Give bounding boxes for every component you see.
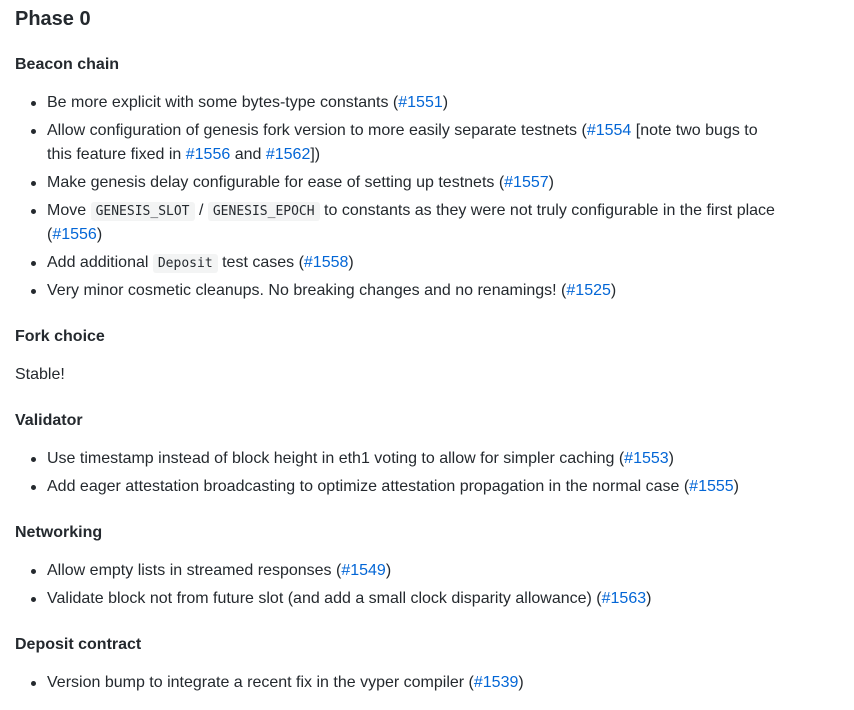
pr-link[interactable]: #1555 (689, 478, 734, 495)
list-item: Be more explicit with some bytes-type constants (#1551) (47, 91, 448, 115)
list-item: Use timestamp instead of block height in eth1 voting to allow for simpler caching (#1553) (47, 447, 674, 471)
list-item: Make genesis delay configurable for ease of setting up testnets (#1557) (47, 171, 554, 195)
code-deposit: Deposit (153, 254, 218, 273)
pr-link[interactable]: #1554 (586, 122, 632, 139)
list-item-continuation: this feature fixed in #1556 and #1562]) (47, 146, 321, 163)
list-item: Allow configuration of genesis fork version to more easily separate testnets (#1554 [note two bugs to (47, 119, 758, 143)
bullet (31, 681, 36, 686)
code-genesis-slot: GENESIS_SLOT (91, 202, 195, 221)
pr-link[interactable]: #1525 (566, 282, 611, 299)
bullet (31, 261, 36, 266)
pr-link[interactable]: #1539 (473, 674, 519, 691)
section-heading-validator: Validator (15, 412, 83, 429)
section-heading-fork-choice: Fork choice (15, 328, 105, 345)
bullet (31, 457, 36, 462)
pr-link[interactable]: #1556 (185, 146, 231, 163)
pr-link[interactable]: #1553 (624, 450, 669, 467)
fork-choice-status: Stable! (15, 366, 65, 383)
pr-link[interactable]: #1557 (504, 174, 549, 191)
section-heading-deposit-contract: Deposit contract (15, 636, 142, 653)
list-item: Add additional Deposit test cases (#1558) (47, 251, 354, 276)
bullet (31, 597, 36, 602)
section-heading-beacon-chain: Beacon chain (15, 56, 120, 73)
bullet (31, 209, 36, 214)
bullet (31, 485, 36, 490)
pr-link[interactable]: #1562 (265, 146, 311, 163)
list-item-continuation: (#1556) (47, 226, 103, 243)
bullet (31, 181, 36, 186)
list-item: Add eager attestation broadcasting to optimize attestation propagation in the normal case (#1555) (47, 475, 739, 499)
section-heading-networking: Networking (15, 524, 103, 541)
list-item: Version bump to integrate a recent fix in the vyper compiler (#1539) (47, 671, 524, 695)
bullet (31, 569, 36, 574)
code-genesis-epoch: GENESIS_EPOCH (208, 202, 320, 221)
list-item: Move GENESIS_SLOT / GENESIS_EPOCH to constants as they were not truly configurable in the first place (47, 199, 775, 224)
pr-link[interactable]: #1563 (601, 590, 647, 607)
list-item: Very minor cosmetic cleanups. No breaking changes and no renamings! (#1525) (47, 279, 616, 303)
bullet (31, 129, 36, 134)
bullet (31, 101, 36, 106)
pr-link[interactable]: #1558 (303, 254, 349, 271)
page-title: Phase 0 (15, 8, 91, 30)
list-item: Validate block not from future slot (and add a small clock disparity allowance) (#1563) (47, 587, 651, 611)
pr-link[interactable]: #1556 (52, 226, 97, 243)
pr-link[interactable]: #1549 (341, 562, 386, 579)
list-item: Allow empty lists in streamed responses (#1549) (47, 559, 391, 583)
pr-link[interactable]: #1551 (398, 94, 443, 111)
bullet (31, 289, 36, 294)
